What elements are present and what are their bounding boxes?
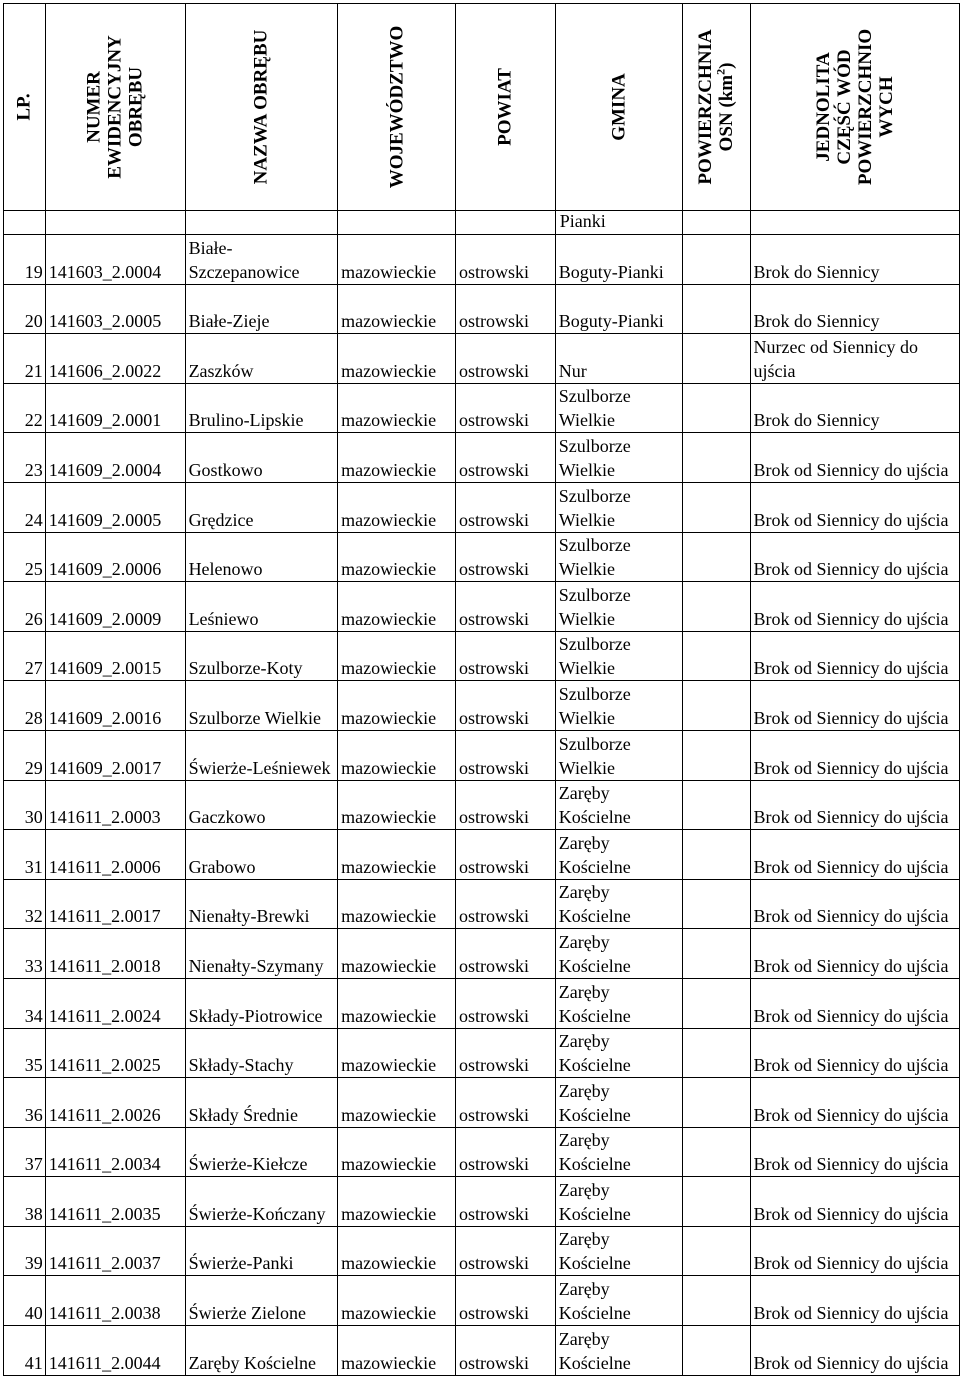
jcwp-cell: Brok do Siennicy — [750, 383, 960, 433]
table-row — [4, 830, 960, 880]
nazwa-cell: Nienałty-Brewki — [185, 879, 338, 929]
wojewodztwo-cell: mazowieckie — [338, 1127, 456, 1177]
numer-cell: 141611_2.0003 — [45, 780, 185, 830]
numer-cell: 141611_2.0038 — [45, 1276, 185, 1326]
powierzchnia-cell — [683, 482, 750, 532]
wojewodztwo-cell: mazowieckie — [338, 383, 456, 433]
gmina-cell: Szulborze Wielkie — [555, 681, 682, 731]
table-row — [4, 1226, 960, 1276]
powierzchnia-cell — [683, 1276, 750, 1326]
powiat-cell: ostrowski — [455, 879, 555, 929]
powierzchnia-cell — [683, 1078, 750, 1128]
carryover-row — [4, 211, 960, 235]
numer-cell: 141611_2.0026 — [45, 1078, 185, 1128]
nazwa-cell: Szulborze-Koty — [185, 631, 338, 681]
wojewodztwo-cell: mazowieckie — [338, 1078, 456, 1128]
header-row — [4, 4, 960, 211]
lp-cell: 26 — [4, 582, 46, 632]
jcwp-cell: Brok od Siennicy do ujścia — [750, 532, 960, 582]
numer-cell: 141611_2.0035 — [45, 1177, 185, 1227]
powiat-cell: ostrowski — [455, 235, 555, 285]
table-row — [4, 1028, 960, 1078]
jcwp-cell: Brok od Siennicy do ujścia — [750, 978, 960, 1028]
jcwp-cell: Brok od Siennicy do ujścia — [750, 879, 960, 929]
nazwa-cell: Brulino-Lipskie — [185, 383, 338, 433]
powierzchnia-cell — [683, 334, 750, 384]
numer-cell: 141609_2.0009 — [45, 582, 185, 632]
numer-cell: 141611_2.0044 — [45, 1326, 185, 1376]
powiat-cell: ostrowski — [455, 780, 555, 830]
powierzchnia-cell — [683, 929, 750, 979]
nazwa-cell: Zaręby Kościelne — [185, 1326, 338, 1376]
lp-cell: 31 — [4, 830, 46, 880]
jcwp-cell: Brok od Siennicy do ujścia — [750, 780, 960, 830]
nazwa-cell: Składy-Stachy — [185, 1028, 338, 1078]
wojewodztwo-cell: mazowieckie — [338, 334, 456, 384]
wojewodztwo-cell: mazowieckie — [338, 1226, 456, 1276]
powiat-cell: ostrowski — [455, 334, 555, 384]
jcwp-cell: Brok od Siennicy do ujścia — [750, 433, 960, 483]
table-row — [4, 1127, 960, 1177]
header-numer: NUMER EWIDENCYJNY OBRĘBU — [45, 4, 185, 211]
powierzchnia-cell — [683, 830, 750, 880]
table-row — [4, 433, 960, 483]
wojewodztwo-cell: mazowieckie — [338, 433, 456, 483]
table-row — [4, 1078, 960, 1128]
powiat-cell: ostrowski — [455, 1177, 555, 1227]
table-row — [4, 780, 960, 830]
numer-cell: 141603_2.0005 — [45, 284, 185, 334]
gmina-cell: Szulborze Wielkie — [555, 433, 682, 483]
gmina-cell: Szulborze Wielkie — [555, 532, 682, 582]
powierzchnia-cell — [683, 433, 750, 483]
jcwp-cell: Brok od Siennicy do ujścia — [750, 929, 960, 979]
header-lp: LP. — [4, 4, 46, 211]
powierzchnia-cell — [683, 681, 750, 731]
header-powierzchnia: POWIERZCHNIA OSN $(km^2)$ — [683, 4, 750, 211]
nazwa-cell: Świerże-Kiełcze — [185, 1127, 338, 1177]
powiat-cell: ostrowski — [455, 978, 555, 1028]
jcwp-cell: Brok do Siennicy — [750, 235, 960, 285]
header-nazwa: NAZWA OBRĘBU — [185, 4, 338, 211]
powiat-cell: ostrowski — [455, 582, 555, 632]
powiat-cell: ostrowski — [455, 631, 555, 681]
lp-cell: 23 — [4, 433, 46, 483]
powierzchnia-cell — [683, 978, 750, 1028]
numer-cell: 141611_2.0017 — [45, 879, 185, 929]
wojewodztwo-cell: mazowieckie — [338, 830, 456, 880]
wojewodztwo-cell: mazowieckie — [338, 879, 456, 929]
powiat-cell: ostrowski — [455, 532, 555, 582]
jcwp-cell: Brok od Siennicy do ujścia — [750, 582, 960, 632]
powierzchnia-cell — [683, 631, 750, 681]
lp-cell: 32 — [4, 879, 46, 929]
nazwa-cell: Gostkowo — [185, 433, 338, 483]
numer-cell: 141609_2.0006 — [45, 532, 185, 582]
table-row — [4, 681, 960, 731]
table-row — [4, 929, 960, 979]
powiat-cell: ostrowski — [455, 830, 555, 880]
lp-cell: 40 — [4, 1276, 46, 1326]
lp-cell: 41 — [4, 1326, 46, 1376]
numer-cell: 141609_2.0017 — [45, 730, 185, 780]
gmina-cell: Zaręby Kościelne — [555, 1078, 682, 1128]
jcwp-cell: Brok od Siennicy do ujścia — [750, 631, 960, 681]
powierzchnia-cell — [683, 730, 750, 780]
powierzchnia-cell — [683, 383, 750, 433]
lp-cell: 25 — [4, 532, 46, 582]
powiat-cell: ostrowski — [455, 383, 555, 433]
gmina-cell: Szulborze Wielkie — [555, 730, 682, 780]
lp-cell: 35 — [4, 1028, 46, 1078]
powiat-cell: ostrowski — [455, 482, 555, 532]
lp-cell: 30 — [4, 780, 46, 830]
powierzchnia-cell — [683, 582, 750, 632]
lp-cell: 34 — [4, 978, 46, 1028]
jcwp-cell: Brok od Siennicy do ujścia — [750, 1177, 960, 1227]
jcwp-cell: Brok do Siennicy — [750, 284, 960, 334]
lp-cell: 27 — [4, 631, 46, 681]
jcwp-cell: Brok od Siennicy do ujścia — [750, 730, 960, 780]
wojewodztwo-cell: mazowieckie — [338, 730, 456, 780]
gmina-cell: Zaręby Kościelne — [555, 1326, 682, 1376]
jcwp-cell: Brok od Siennicy do ujścia — [750, 482, 960, 532]
gmina-cell: Zaręby Kościelne — [555, 879, 682, 929]
nazwa-cell: Składy-Piotrowice — [185, 978, 338, 1028]
nazwa-cell: Białe-Szczepanowice — [185, 235, 338, 285]
table-row — [4, 978, 960, 1028]
numer-cell: 141611_2.0018 — [45, 929, 185, 979]
powierzchnia-cell — [683, 284, 750, 334]
powierzchnia-cell — [683, 879, 750, 929]
wojewodztwo-cell: mazowieckie — [338, 482, 456, 532]
nazwa-cell: Zaszków — [185, 334, 338, 384]
numer-cell: 141611_2.0037 — [45, 1226, 185, 1276]
lp-cell: 36 — [4, 1078, 46, 1128]
gmina-cell: Nur — [555, 334, 682, 384]
wojewodztwo-cell: mazowieckie — [338, 978, 456, 1028]
gmina-cell: Zaręby Kościelne — [555, 830, 682, 880]
table-row — [4, 532, 960, 582]
jcwp-cell: Brok od Siennicy do ujścia — [750, 1226, 960, 1276]
powiat-cell: ostrowski — [455, 1078, 555, 1128]
powierzchnia-cell — [683, 1326, 750, 1376]
gmina-cell: Szulborze Wielkie — [555, 482, 682, 532]
gmina-cell: Boguty-Pianki — [555, 235, 682, 285]
powierzchnia-cell — [683, 1226, 750, 1276]
numer-cell: 141609_2.0016 — [45, 681, 185, 731]
table-row — [4, 284, 960, 334]
powierzchnia-cell — [683, 235, 750, 285]
gmina-cell: Boguty-Pianki — [555, 284, 682, 334]
powiat-cell: ostrowski — [455, 1276, 555, 1326]
lp-cell: 21 — [4, 334, 46, 384]
obreby-table — [3, 3, 960, 1376]
header-wojewodztwo: WOJEWÓDZTWO — [338, 4, 456, 211]
jcwp-cell: Brok od Siennicy do ujścia — [750, 1276, 960, 1326]
lp-cell: 29 — [4, 730, 46, 780]
numer-cell: 141609_2.0004 — [45, 433, 185, 483]
jcwp-cell: Brok od Siennicy do ujścia — [750, 1028, 960, 1078]
numer-cell: 141611_2.0006 — [45, 830, 185, 880]
lp-cell: 20 — [4, 284, 46, 334]
nazwa-cell: Leśniewo — [185, 582, 338, 632]
carryover-gmina-cell: Pianki — [555, 211, 682, 235]
wojewodztwo-cell: mazowieckie — [338, 1177, 456, 1227]
wojewodztwo-cell: mazowieckie — [338, 1276, 456, 1326]
numer-cell: 141603_2.0004 — [45, 235, 185, 285]
jcwp-cell: Brok od Siennicy do ujścia — [750, 1326, 960, 1376]
wojewodztwo-cell: mazowieckie — [338, 1028, 456, 1078]
nazwa-cell: Grędzice — [185, 482, 338, 532]
nazwa-cell: Składy Średnie — [185, 1078, 338, 1128]
jcwp-cell: Nurzec od Siennicy do ujścia — [750, 334, 960, 384]
wojewodztwo-cell: mazowieckie — [338, 631, 456, 681]
powiat-cell: ostrowski — [455, 284, 555, 334]
powiat-cell: ostrowski — [455, 681, 555, 731]
lp-cell: 28 — [4, 681, 46, 731]
table-row — [4, 631, 960, 681]
powiat-cell: ostrowski — [455, 433, 555, 483]
wojewodztwo-cell: mazowieckie — [338, 929, 456, 979]
powiat-cell: ostrowski — [455, 929, 555, 979]
gmina-cell: Zaręby Kościelne — [555, 1028, 682, 1078]
numer-cell: 141609_2.0015 — [45, 631, 185, 681]
powiat-cell: ostrowski — [455, 730, 555, 780]
gmina-cell: Zaręby Kościelne — [555, 1226, 682, 1276]
table-row — [4, 482, 960, 532]
jcwp-cell: Brok od Siennicy do ujścia — [750, 681, 960, 731]
wojewodztwo-cell: mazowieckie — [338, 532, 456, 582]
numer-cell: 141611_2.0024 — [45, 978, 185, 1028]
nazwa-cell: Gaczkowo — [185, 780, 338, 830]
lp-cell: 19 — [4, 235, 46, 285]
lp-cell: 22 — [4, 383, 46, 433]
powiat-cell: ostrowski — [455, 1127, 555, 1177]
wojewodztwo-cell: mazowieckie — [338, 1326, 456, 1376]
lp-cell: 24 — [4, 482, 46, 532]
lp-cell: 39 — [4, 1226, 46, 1276]
jcwp-cell: Brok od Siennicy do ujścia — [750, 1078, 960, 1128]
numer-cell: 141609_2.0001 — [45, 383, 185, 433]
gmina-cell: Zaręby Kościelne — [555, 780, 682, 830]
powiat-cell: ostrowski — [455, 1326, 555, 1376]
numer-cell: 141609_2.0005 — [45, 482, 185, 532]
header-gmina: GMINA — [555, 4, 682, 211]
lp-cell: 37 — [4, 1127, 46, 1177]
table-row — [4, 334, 960, 384]
gmina-cell: Zaręby Kościelne — [555, 978, 682, 1028]
nazwa-cell: Świerże-Kończany — [185, 1177, 338, 1227]
header-jcwp: JEDNOLITA CZĘŚĆ WÓD POWIERZCHNIO WYCH — [750, 4, 960, 211]
wojewodztwo-cell: mazowieckie — [338, 582, 456, 632]
nazwa-cell: Helenowo — [185, 532, 338, 582]
wojewodztwo-cell: mazowieckie — [338, 681, 456, 731]
powierzchnia-cell — [683, 532, 750, 582]
powiat-cell: ostrowski — [455, 1028, 555, 1078]
table-row — [4, 383, 960, 433]
gmina-cell: Zaręby Kościelne — [555, 1177, 682, 1227]
gmina-cell: Zaręby Kościelne — [555, 1127, 682, 1177]
wojewodztwo-cell: mazowieckie — [338, 284, 456, 334]
nazwa-cell: Grabowo — [185, 830, 338, 880]
wojewodztwo-cell: mazowieckie — [338, 235, 456, 285]
nazwa-cell: Szulborze Wielkie — [185, 681, 338, 731]
powierzchnia-cell — [683, 780, 750, 830]
wojewodztwo-cell: mazowieckie — [338, 780, 456, 830]
numer-cell: 141611_2.0025 — [45, 1028, 185, 1078]
powierzchnia-cell — [683, 1127, 750, 1177]
gmina-cell: Szulborze Wielkie — [555, 631, 682, 681]
table-row — [4, 235, 960, 285]
table-row — [4, 1177, 960, 1227]
table-row — [4, 582, 960, 632]
numer-cell: 141606_2.0022 — [45, 334, 185, 384]
gmina-cell: Szulborze Wielkie — [555, 582, 682, 632]
table-row — [4, 730, 960, 780]
jcwp-cell: Brok od Siennicy do ujścia — [750, 830, 960, 880]
nazwa-cell: Świerże-Leśniewek — [185, 730, 338, 780]
header-powiat: POWIAT — [455, 4, 555, 211]
gmina-cell: Zaręby Kościelne — [555, 929, 682, 979]
powierzchnia-cell — [683, 1028, 750, 1078]
gmina-cell: Szulborze Wielkie — [555, 383, 682, 433]
lp-cell: 33 — [4, 929, 46, 979]
jcwp-cell: Brok od Siennicy do ujścia — [750, 1127, 960, 1177]
powiat-cell: ostrowski — [455, 1226, 555, 1276]
table-row — [4, 1326, 960, 1376]
lp-cell: 38 — [4, 1177, 46, 1227]
table-row — [4, 879, 960, 929]
powierzchnia-cell — [683, 1177, 750, 1227]
numer-cell: 141611_2.0034 — [45, 1127, 185, 1177]
nazwa-cell: Świerże-Panki — [185, 1226, 338, 1276]
nazwa-cell: Białe-Zieje — [185, 284, 338, 334]
table-row — [4, 1276, 960, 1326]
nazwa-cell: Świerże Zielone — [185, 1276, 338, 1326]
nazwa-cell: Nienałty-Szymany — [185, 929, 338, 979]
gmina-cell: Zaręby Kościelne — [555, 1276, 682, 1326]
